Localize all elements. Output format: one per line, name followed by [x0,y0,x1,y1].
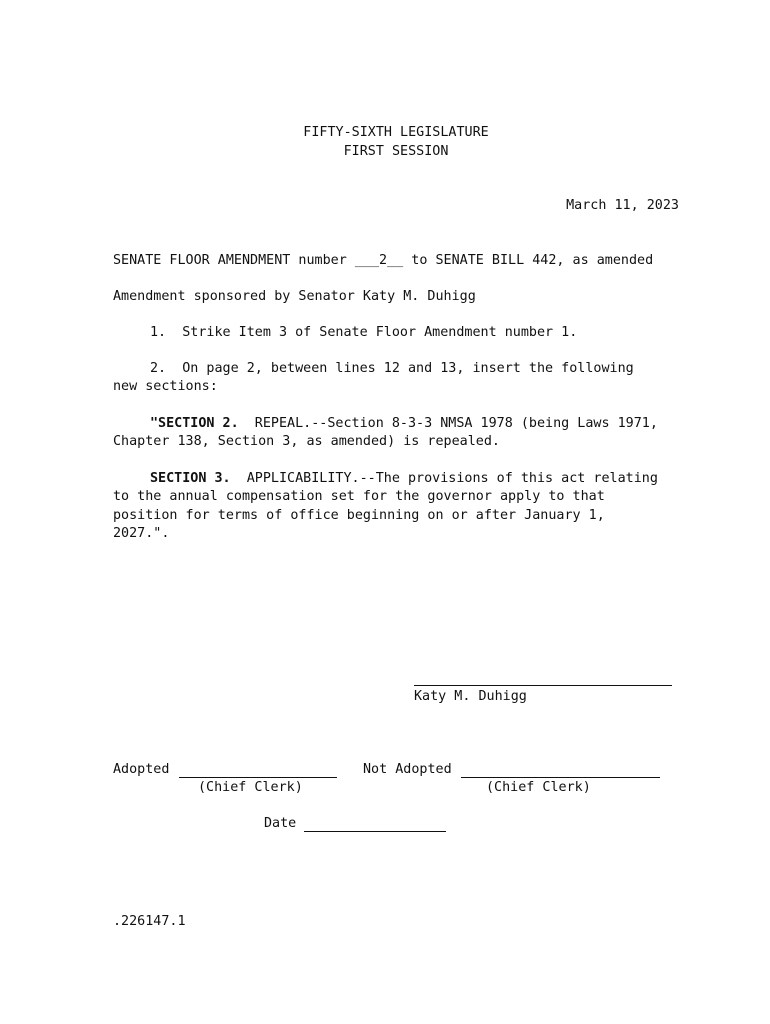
legislature-heading: FIFTY-SIXTH LEGISLATURE [303,125,489,140]
adopted-chief-clerk-label: (Chief Clerk) [198,780,303,795]
amendment-number: ___2__ [354,253,404,268]
section-3-line: position for terms of office beginning on or after January 1, [113,508,605,523]
section-2-heading: "SECTION 2. [150,416,239,431]
not-adopted-signature-rule [461,777,660,778]
item-1: 1. Strike Item 3 of Senate Floor Amendment number 1. [150,325,578,340]
not-adopted-label: Not Adopted [363,762,452,777]
section-3-line: 2027.". [113,526,170,541]
amendment-suffix: to SENATE BILL 442, as amended [403,253,654,268]
date-signature-rule [304,831,446,832]
item-2-continuation: new sections: [113,379,218,394]
signature-rule [414,685,672,686]
document-code: .226147.1 [113,914,186,929]
adopted-label: Adopted [113,762,170,777]
document-date: March 11, 2023 [566,198,679,213]
item-2: 2. On page 2, between lines 12 and 13, insert the following [150,361,634,376]
sponsor-line: Amendment sponsored by Senator Katy M. Duhigg [113,289,476,304]
amendment-prefix: SENATE FLOOR AMENDMENT number [113,253,355,268]
section-2-line: Chapter 138, Section 3, as amended) is repealed. [113,434,500,449]
section-2-lead: REPEAL.--Section 8-3-3 NMSA 1978 (being Laws 1971, [238,416,658,431]
not-adopted-chief-clerk-label: (Chief Clerk) [486,780,591,795]
session-heading: FIRST SESSION [343,144,449,159]
section-3-lead: APPLICABILITY.--The provisions of this act relating [230,471,658,486]
amendment-line [113,252,653,270]
section-3-heading: SECTION 3. [150,471,231,486]
section-3-first-line [150,470,658,488]
section-3-line: to the annual compensation set for the governor apply to that [113,489,605,504]
section-2-first-line [150,415,658,433]
adopted-signature-rule [179,777,337,778]
signature-name: Katy M. Duhigg [414,689,527,704]
date-label: Date [264,816,297,831]
